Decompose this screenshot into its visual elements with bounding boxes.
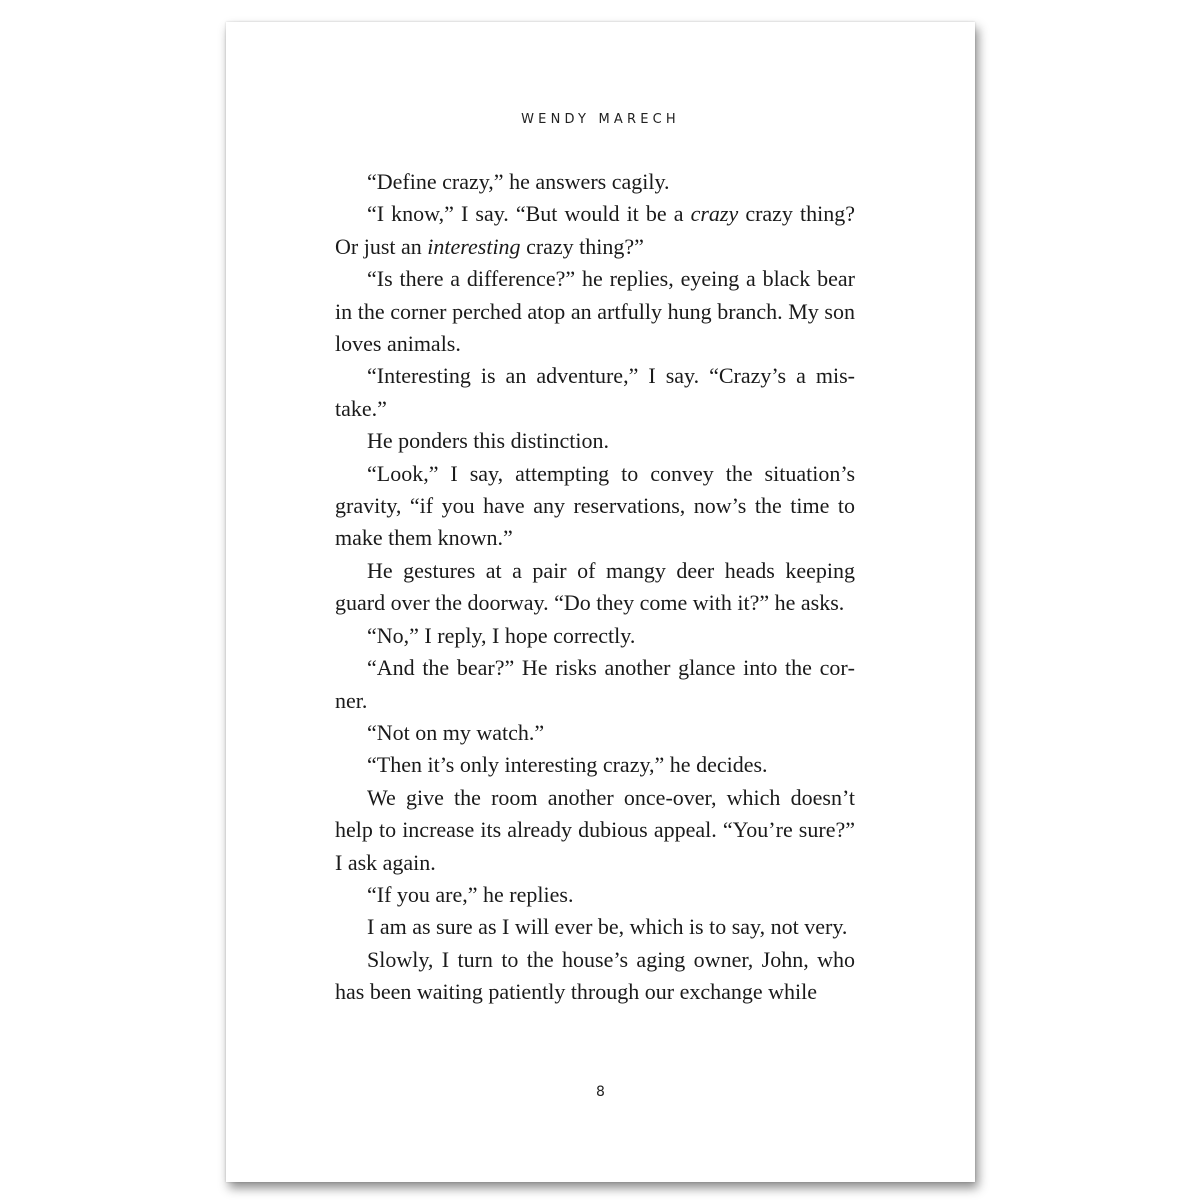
italic-word: crazy — [690, 201, 739, 227]
paragraph: “Look,” I say, attempting to convey the situation’s gravity, “if you have any reservations, now’s the time to make them known.” — [335, 460, 855, 551]
running-head: WENDY MARECH — [521, 112, 680, 127]
paragraph: “Not on my watch.” — [367, 719, 545, 745]
paragraph: “Interesting is an adventure,” I say. “Crazy’s a mistake.” — [335, 363, 855, 421]
paragraph: “Define crazy,” he answers cagily. — [367, 169, 670, 194]
page-number: 8 — [596, 1084, 605, 1100]
paragraph — [335, 198, 855, 263]
book-page — [226, 22, 975, 1182]
paragraph: We give the room another once-over, which doesn’t help to increase its already dubious appeal. “You’re sure?” I ask again. — [335, 784, 855, 875]
paragraph: “If you are,” he replies. — [367, 881, 574, 907]
paragraph: Slowly, I turn to the house’s aging owner, John, who has been waiting patiently through our exchange while — [335, 946, 855, 1005]
paragraph: He ponders this distinction. — [367, 428, 609, 454]
paragraph: “No,” I reply, I hope correctly. — [367, 622, 636, 648]
paragraph: He gestures at a pair of mangy deer heads keeping guard over the doorway. “Do they come with it?” he asks. — [335, 557, 855, 616]
paragraph: “Is there a difference?” he replies, eyeing a black bear in the corner perched atop an artfully hung branch. My son loves animals. — [335, 266, 855, 357]
paragraph: “And the bear?” He risks another glance into the corner. — [335, 655, 855, 713]
body-text — [335, 166, 855, 1009]
text-run: crazy thing? Or just an — [335, 201, 856, 259]
paragraph: I am as sure as I will ever be, which is to say, not very. — [367, 914, 848, 940]
italic-word: interesting — [427, 233, 521, 259]
paragraph: “Then it’s only interesting crazy,” he decides. — [367, 752, 768, 778]
text-run: “I know,” I say. “But would it be a — [367, 201, 691, 227]
text-run: crazy thing?” — [520, 233, 644, 259]
